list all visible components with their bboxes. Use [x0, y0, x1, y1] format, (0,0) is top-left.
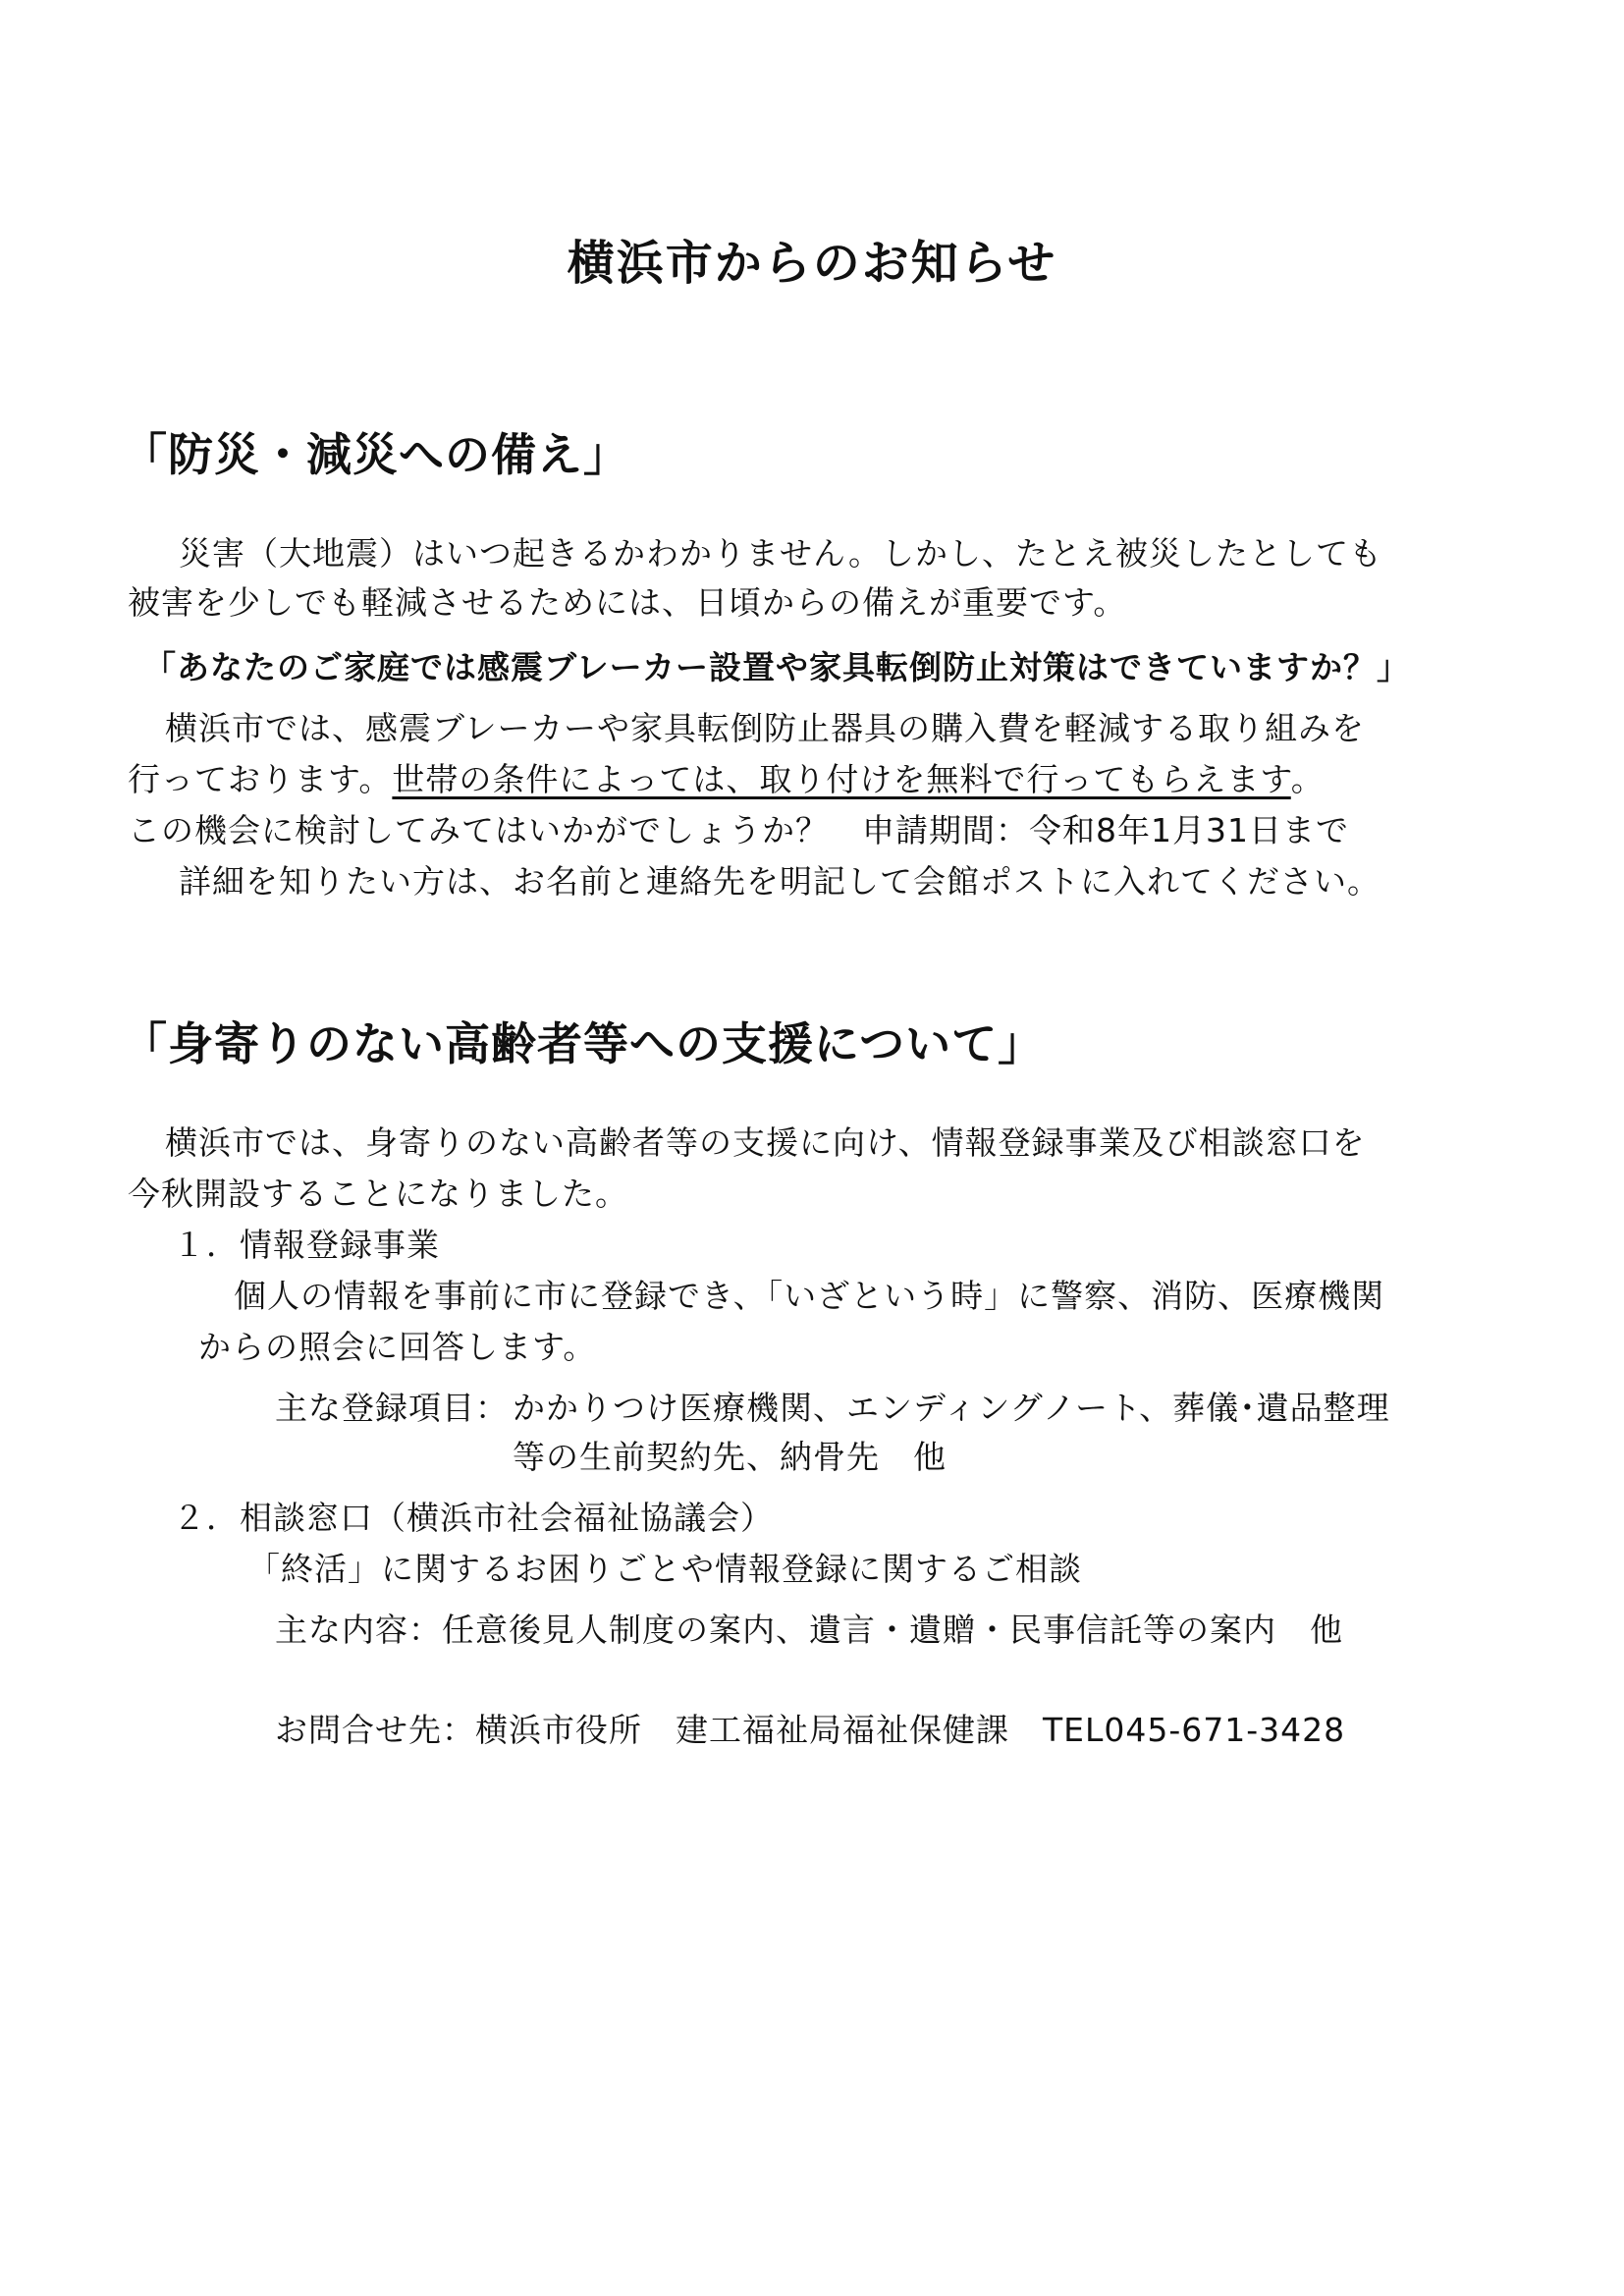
section2-heading: 「身寄りのない高齢者等への支援について」	[122, 1017, 1045, 1070]
section1-paragraph1-line1: 災害（大地震）はいつ起きるかわかりません。しかし、たとえ被災したとしても	[179, 534, 1382, 573]
section1-question: 「あなたのご家庭では感震ブレーカー設置や家具転倒防止対策はできていますか？」	[143, 648, 1411, 686]
section1-paragraph1-line2: 被害を少しでも軽減させるためには、日頃からの備えが重要です。	[128, 583, 1127, 622]
contact-info: お問合せ先：横浜市役所 建工福祉局福祉保健課 TEL045-671-3428	[275, 1711, 1346, 1749]
section1-paragraph2-line1: 横浜市では、感震ブレーカーや家具転倒防止器具の購入費を軽減する取り組みを	[165, 709, 1366, 747]
item1-description-line1: 個人の情報を事前に市に登録でき、「いざという時」に警察、消防、医療機関	[234, 1277, 1385, 1315]
free-installation-note: 世帯の条件によっては、取り付けを無料で行ってもらえます	[392, 760, 1291, 798]
section2-intro-line2: 今秋開設することになりました。	[128, 1175, 628, 1213]
item1-detail-label: 主な登録項目：	[275, 1389, 509, 1427]
item1-description-line2: からの照会に回答します。	[198, 1328, 597, 1366]
item1-detail-line2: 等の生前契約先、納骨先 他	[513, 1438, 947, 1476]
section1-heading: 「防災・減災への備え」	[122, 428, 629, 481]
item2-title: ２．相談窓口（横浜市社会福祉協議会）	[173, 1499, 774, 1537]
section1-paragraph2-line3: この機会に検討してみてはいかがでしょうか？ 申請期間：令和8年1月31日まで	[128, 811, 1349, 849]
section2-intro-line1: 横浜市では、身寄りのない高齢者等の支援に向け、情報登録事業及び相談窓口を	[165, 1123, 1366, 1162]
item2-detail: 主な内容：任意後見人制度の案内、遺言・遺贈・民事信託等の案内 他	[275, 1611, 1343, 1649]
page-title: 横浜市からのお知らせ	[567, 236, 1057, 291]
section1-paragraph2-line4: 詳細を知りたい方は、お名前と連絡先を明記して会館ポストに入れてください。	[179, 862, 1380, 901]
section1-paragraph2-line2-lead: 行っております。	[128, 760, 393, 798]
item1-title: １．情報登録事業	[173, 1226, 440, 1264]
section1-paragraph2-line2-end: 。	[1290, 760, 1325, 798]
item1-detail-line1: かかりつけ医療機関、エンディングノート、葬儀･遺品整理	[513, 1389, 1390, 1427]
item2-description: 「終活」に関するお困りごとや情報登録に関するご相談	[247, 1550, 1082, 1588]
section1-paragraph2-line2	[128, 758, 1325, 801]
